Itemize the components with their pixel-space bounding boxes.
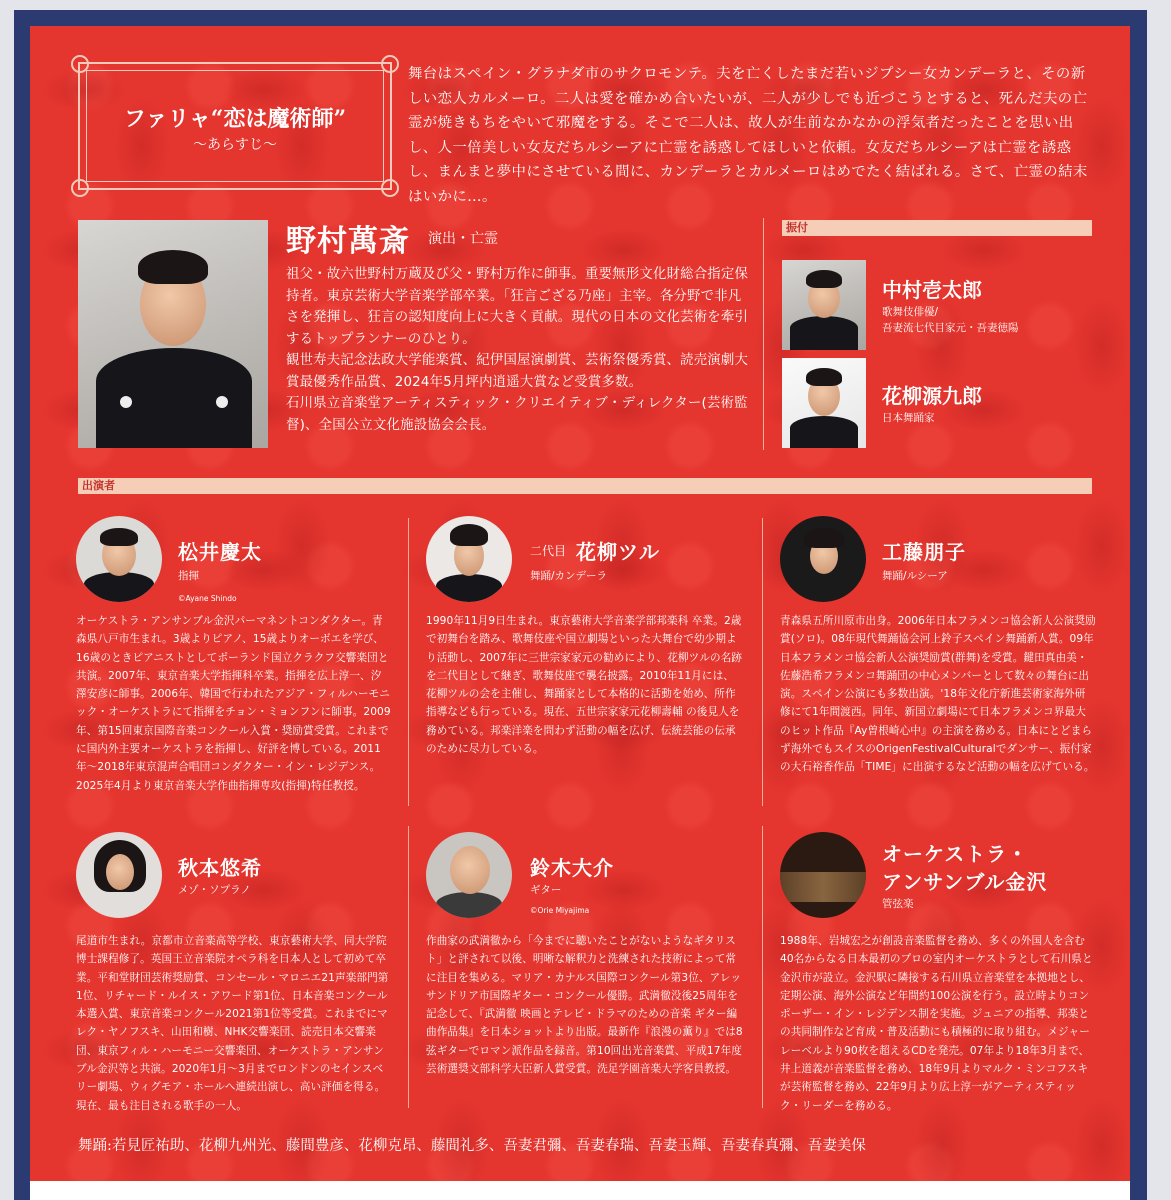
cast-role-2: 舞踊/カンデーラ [530, 570, 608, 582]
cast-name-6: オーケストラ・ アンサンブル金沢 [882, 842, 1048, 894]
cast-name-3: 工藤朋子 [882, 540, 966, 564]
divider [408, 518, 409, 806]
cast-bio-3: 青森県五所川原市出身。2006年日本フラメンコ協会新人公演奨励賞(ソロ)。08年現代舞踊協会河上鈴子スペイン舞踊新人賞。09年日本フラメンコ協会新人公演奨励賞(群舞)を受賞。鍵田真由美・佐藤浩希フラメンコ舞踊団の中心メンバーとして数々の舞台に出演。スペイン公演にも多数出演。'18年文化庁新進芸術家海外研修にて1年間渡西。同年、新国立劇場にて日本フラメンコ界最大のヒット作品『Ay曽根崎心中』の主演を務める。日本にとどまらず海外でもスイスのOrigenFestivalCulturalでダンサー、振付家の大石裕香作品「TIME」に出演するなど活動の幅を広げている。 [780, 615, 1096, 774]
cast-bio-5: 作曲家の武満徹から「今までに聴いたことがないようなギタリスト」と評されて以後、明晰な解釈力と洗練された技術によって常に注目を集める。マリア・カナルス国際コンクール第3位、アレッサンドリア市国際ギター・コンクール優勝。武満徹没後25周年を記念して、『武満徹 映画とテレビ・ドラマのための音楽 ギター編曲作品集』を日本ショットより出版。最新作『浪漫の薫り』では8弦ギターでロマン派作品を録音。第10回出光音楽賞、平成17年度芸術選奨文部科学大臣新人賞受賞。洗足学園音楽大学客員教授。 [426, 935, 743, 1076]
flyer-sheet [30, 26, 1130, 1200]
corner-ornament-icon [71, 179, 89, 197]
cast-role-6: 管弦楽 [882, 898, 914, 910]
director-photo [78, 220, 268, 448]
choreography-band [782, 220, 1092, 236]
cast-role-3: 舞踊/ルシーア [882, 570, 948, 582]
choreographer-photo-2 [782, 358, 866, 448]
photo-credit-5: ©Orie Miyajima [530, 906, 590, 915]
synopsis-subtitle: 〜あらすじ〜 [193, 137, 277, 153]
choreographer-title-1a: 歌舞伎俳優/ [882, 306, 939, 318]
corner-ornament-icon [381, 55, 399, 73]
director-bio-1: 祖父・故六世野村万蔵及び父・野村万作に師事。重要無形文化財総合指定保持者。東京芸術大学音楽学部卒業。「狂言ござる乃座」主宰。各分野で非凡さを発揮し、狂言の認知度向上に大きく貢献。現代の日本の文化芸術を牽引するトップランナーのひとり。 [286, 267, 749, 347]
choreographer-photo-1 [782, 260, 866, 350]
divider [408, 826, 409, 1108]
cast-bio-2: 1990年11月9日生まれ。東京藝術大学音楽学部邦楽科 卒業。2歳で初舞台を踏み、歌舞伎座や国立劇場といった大舞台で幼少期より活動し、2007年に三世宗家家元の勧めにより、花柳ツルの名跡を二代目として継ぎ、歌舞伎座で襲名披露。2010年11月には、花柳ツルの会を主催し、舞踊家として本格的に活動を始め、所作指導なども行っている。現在、五世宗家家元花柳壽輔 の後見人を務めている。邦楽洋楽を問わず活動の幅を広げ、伝統芸能の伝承のために尽力している。 [426, 615, 743, 756]
director-bio-2: 観世寿夫記念法政大学能楽賞、紀伊国屋演劇賞、芸術祭優秀賞、読売演劇大賞最優秀作品賞、2024年5月坪内逍遥大賞など受賞多数。 [286, 353, 749, 390]
cast-band [78, 478, 1092, 494]
synopsis-title-box [78, 62, 392, 190]
cast-label: 出演者 [82, 479, 115, 492]
cast-photo-2 [426, 516, 512, 602]
cast-name-4: 秋本悠希 [178, 856, 262, 880]
bottom-strip [30, 1181, 1130, 1200]
cast-bio-4: 尾道市生まれ。京都市立音楽高等学校、東京藝術大学、同大学院博士課程修了。英国王立音楽院オペラ科を日本人として初めて卒業。平和堂財団芸術奨励賞、コンセール・マロニエ21声楽部門第1位、リチャード・ルイス・アワード第1位、日本音楽コンクール本選入賞、東京音楽コンクール2021第1位等受賞。これまでにマレク・ヤノフスキ、山田和樹、NHK交響楽団、読売日本交響楽団、東京フィル・ハーモニー交響楽団、オーケストラ・アンサンブル金沢等と共演。2020年1月〜3月までロンドンのセインスベリー劇場、ウィグモア・ホールへ連続出演し、高い評価を得る。現在、最も注目される歌手の一人。 [76, 935, 389, 1112]
photo-credit-1: ©Ayane Shindo [178, 594, 237, 603]
director-role: 演出・亡霊 [428, 231, 498, 247]
cast-name-1: 松井慶太 [178, 540, 262, 564]
cast-role-1: 指揮 [178, 570, 199, 582]
cast-photo-5 [426, 832, 512, 918]
cast-bio-6: 1988年、岩城宏之が創設音楽監督を務め、多くの外国人を含む40名からなる日本最初のプロの室内オーケストラとして石川県と金沢市が設立。金沢駅に隣接する石川県立音楽堂を本拠地とし、定期公演、海外公演など年間約100公演を行う。設立時よりコンポーザー・イン・レジデンス制を実施。ジュニアの指導、邦楽との共同制作など育成・普及活動にも積極的に取り組む。メジャーレーベルより90枚を超えるCDを発売。07年より18年3月まで、井上道義が音楽監督を務め、18年9月よりマルク・ミンコフスキが芸術監督を務め、22年9月より広上淳一がアーティスティック・リーダーを務める。 [780, 935, 1093, 1112]
cast-photo-4 [76, 832, 162, 918]
choreographer-title-1b: 吾妻流七代目家元・吾妻徳陽 [882, 322, 1019, 334]
corner-ornament-icon [71, 55, 89, 73]
cast-prefix-2: 二代目 [530, 544, 567, 558]
divider [762, 518, 763, 806]
cast-role-4: メゾ・ソプラノ [178, 884, 251, 896]
dancers-list: 舞踊:若見匠祐助、花柳九州光、藤間豊彦、花柳克昂、藤間礼多、吾妻君彌、吾妻春瑞、吾妻玉輝、吾妻春真彌、吾妻美保 [78, 1138, 866, 1154]
cast-photo-3 [780, 516, 866, 602]
synopsis-title: ファリャ“恋は魔術師” [123, 106, 347, 132]
director-bio [286, 264, 754, 436]
director-name: 野村萬斎 [286, 224, 410, 259]
cast-bio-1: オーケストラ・アンサンブル金沢パーマネントコンダクター。青森県八戸市生まれ。3歳よりピアノ、15歳よりオーボエを学び、16歳のときピアニストとしてポーランド国立クラクフ交響楽団と共演。2007年、東京音楽大学指揮科卒業。指揮を広上淳一、汐澤安彦に師事。2006年、韓国で行われたアジア・フィルハーモニック・オーケストラにて指揮をチョン・ミョンフンに師事。2009年、第15回東京国際音楽コンクール入賞・奨励賞受賞。これまでに国内外主要オーケストラを指揮し、好評を博している。2011年〜2018年東京混声合唱団コンダクター・イン・レジデンス。2025年4月より東京音楽大学作曲指揮専攻(指揮)特任教授。 [76, 615, 391, 792]
divider [763, 218, 764, 450]
corner-ornament-icon [381, 179, 399, 197]
synopsis-text: 舞台はスペイン・グラナダ市のサクロモンテ。夫を亡くしたまだ若いジプシー女カンデーラと、その新しい恋人カルメーロ。二人は愛を確かめ合いたいが、二人が少しでも近づこうとすると、死んだ夫の亡霊が焼きもちをやいて邪魔をする。そこで二人は、故人が生前なかなかの浮気者だったことを思い出し、人一倍美しい女友だちルシーアに亡霊を誘惑してほしいと依頼。女友だちルシーアは亡霊を誘惑し、まんまと夢中にさせている間に、カンデーラとカルメーロはめでたく結ばれる。さて、亡霊の結末はいかに…。 [408, 66, 1088, 205]
cast-photo-1 [76, 516, 162, 602]
choreographer-name-1: 中村壱太郎 [882, 278, 982, 302]
divider [762, 826, 763, 1108]
cast-role-5: ギター [530, 884, 562, 896]
choreographer-title-2: 日本舞踊家 [882, 412, 935, 424]
cast-photo-6 [780, 832, 866, 918]
cast-name-2: 花柳ツル [576, 540, 660, 564]
choreographer-name-2: 花柳源九郎 [882, 384, 982, 408]
choreography-label: 振付 [786, 221, 808, 234]
cast-name-5: 鈴木大介 [530, 856, 614, 880]
director-bio-3: 石川県立音楽堂アーティスティック・クリエイティブ・ディレクター(芸術監督)、全国公立文化施設協会会長。 [286, 396, 748, 433]
